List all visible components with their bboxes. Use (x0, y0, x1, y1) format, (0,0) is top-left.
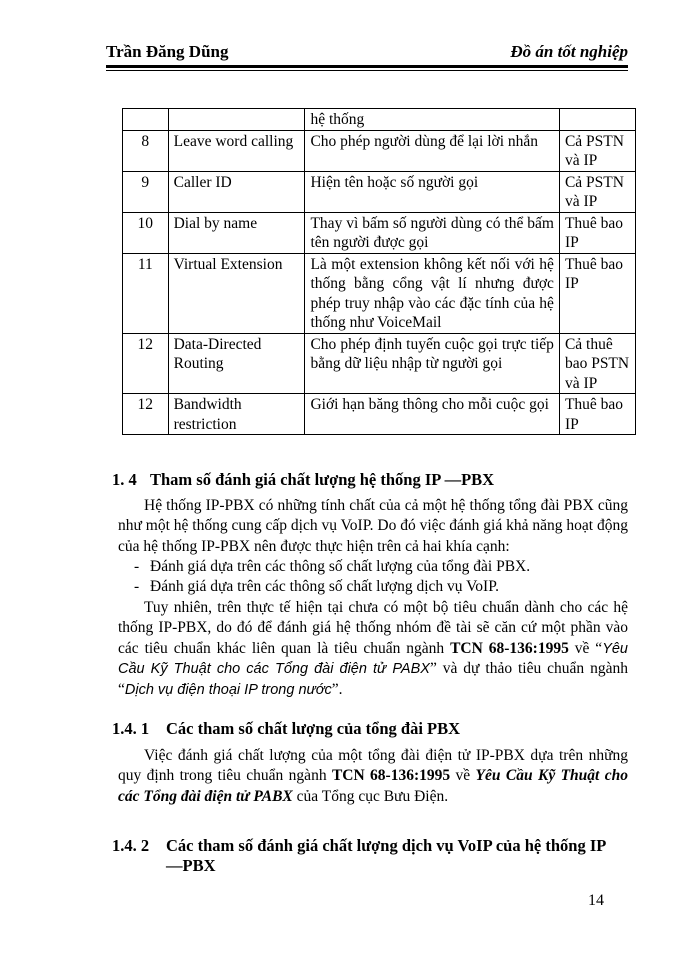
cell-feature-name: Virtual Extension (168, 253, 305, 333)
draft-standard-name: Dịch vụ điện thoại IP trong nước (124, 681, 332, 698)
cell-number (123, 109, 169, 131)
section-title: Các tham số chất lượng của tổng đài PBX (166, 719, 461, 738)
paragraph-text: ”. (331, 680, 343, 698)
section-title-line1: Các tham số đánh giá chất lượng dịch vụ VoIP của hệ thống IP (166, 836, 607, 855)
section-heading-1-4-2 (112, 836, 632, 876)
cell-description: Hiện tên hoặc số người gọi (305, 171, 559, 212)
header-rule-thick (106, 65, 628, 68)
section-title-line2: —PBX (166, 856, 216, 875)
bullet-item-voip (134, 577, 634, 597)
cell-feature-name: Leave word calling (168, 130, 305, 171)
cell-number: 8 (123, 130, 169, 171)
cell-feature-name: Dial by name (168, 212, 305, 253)
bullet-item-pbx (134, 557, 634, 577)
features-table (122, 108, 636, 435)
table-row (123, 253, 636, 333)
cell-description: Cho phép định tuyến cuộc gọi trực tiếp bằng dữ liệu nhập từ người gọi (305, 333, 559, 394)
cell-description: Là một extension không kết nối với hệ thống bằng cổng vật lí nhưng được phép truy nhập vào các đặc tính của hệ thống như VoiceMail (305, 253, 559, 333)
cell-number: 10 (123, 212, 169, 253)
cell-feature-name: Bandwidth restriction (168, 394, 305, 435)
page-header (106, 40, 628, 68)
cell-number: 12 (123, 394, 169, 435)
paragraph-text: về (450, 767, 476, 785)
cell-number: 12 (123, 333, 169, 394)
section-heading-1-4-1 (112, 719, 460, 739)
cell-scope: Cả PSTN và IP (559, 171, 635, 212)
table-row (123, 109, 636, 131)
table-row (123, 394, 636, 435)
page-number: 14 (588, 892, 604, 909)
cell-description: hệ thống (305, 109, 559, 131)
table-row (123, 333, 636, 394)
header-doc-type: Đồ án tốt nghiệp (510, 42, 628, 61)
standard-code: TCN 68-136:1995 (450, 639, 569, 657)
bullet-dash: - (134, 558, 140, 575)
paragraph-intro-text: Hệ thống IP-PBX có những tính chất của cả một hệ thống tổng đài PBX cũng như một hệ thống cung cấp dịch vụ VoIP. Do đó việc đánh giá khả năng hoạt động của hệ thống IP-PBX nên được thực hiện trên cả hai khía cạnh: (118, 497, 628, 555)
section-number: 1.4. 2 (112, 836, 150, 855)
table-row (123, 212, 636, 253)
cell-feature-name: Caller ID (168, 171, 305, 212)
table-row (123, 130, 636, 171)
cell-scope: Thuê bao IP (559, 253, 635, 333)
bullet-text: Đánh giá dựa trên các thông số chất lượng của tổng đài PBX. (150, 558, 531, 575)
cell-scope: Cả PSTN và IP (559, 130, 635, 171)
cell-number: 9 (123, 171, 169, 212)
standard-code: TCN 68-136:1995 (331, 767, 451, 785)
section-number: 1. 4 (112, 470, 137, 489)
standard-name: Yêu Cầu Kỹ Thuật cho các Tổng đài điện tử PABX (118, 767, 628, 805)
paragraph-text: của Tổng cục Bưu Điện. (292, 787, 449, 805)
section-title: Tham số đánh giá chất lượng hệ thống IP —PBX (150, 470, 495, 489)
paragraph-text: Việc đánh giá chất lượng của một tổng đài điện tử IP-PBX dựa trên những quy định trong tiêu chuẩn ngành (118, 747, 628, 785)
cell-description: Cho phép người dùng để lại lời nhắn (305, 130, 559, 171)
standard-name: Yêu Cầu Kỹ Thuật cho các Tổng đài điện tử PABX (118, 640, 628, 678)
bullet-dash: - (134, 578, 140, 595)
cell-scope: Cả thuê bao PSTN và IP (559, 333, 635, 394)
paragraph-intro (118, 496, 628, 557)
cell-scope (559, 109, 635, 131)
cell-feature-name (168, 109, 305, 131)
cell-feature-name: Data-Directed Routing (168, 333, 305, 394)
header-author: Trần Đăng Dũng (106, 42, 229, 61)
table-row (123, 171, 636, 212)
paragraph-pbx-params (118, 746, 628, 807)
header-rule-thin (106, 70, 628, 71)
paragraph-standards (118, 598, 628, 700)
paragraph-text: ” và dự thảo tiêu chuẩn ngành “ (118, 660, 628, 698)
paragraph-text: Tuy nhiên, trên thực tế hiện tại chưa có một bộ tiêu chuẩn dành cho các hệ thống IP-PBX, do đó để đánh giá hệ thống nhóm đề tài sẽ căn cứ một phần vào các tiêu chuẩn khác liên quan là tiêu chuẩn ngành (118, 599, 628, 657)
cell-scope: Thuê bao IP (559, 212, 635, 253)
section-heading-1-4 (112, 470, 494, 490)
cell-number: 11 (123, 253, 169, 333)
cell-description: Giới hạn băng thông cho mỗi cuộc gọi (305, 394, 559, 435)
cell-scope: Thuê bao IP (559, 394, 635, 435)
bullet-text: Đánh giá dựa trên các thông số chất lượng dịch vụ VoIP. (150, 578, 499, 595)
cell-description: Thay vì bấm số người dùng có thể bấm tên người được gọi (305, 212, 559, 253)
paragraph-text: về “ (568, 639, 603, 657)
section-number: 1.4. 1 (112, 719, 150, 738)
